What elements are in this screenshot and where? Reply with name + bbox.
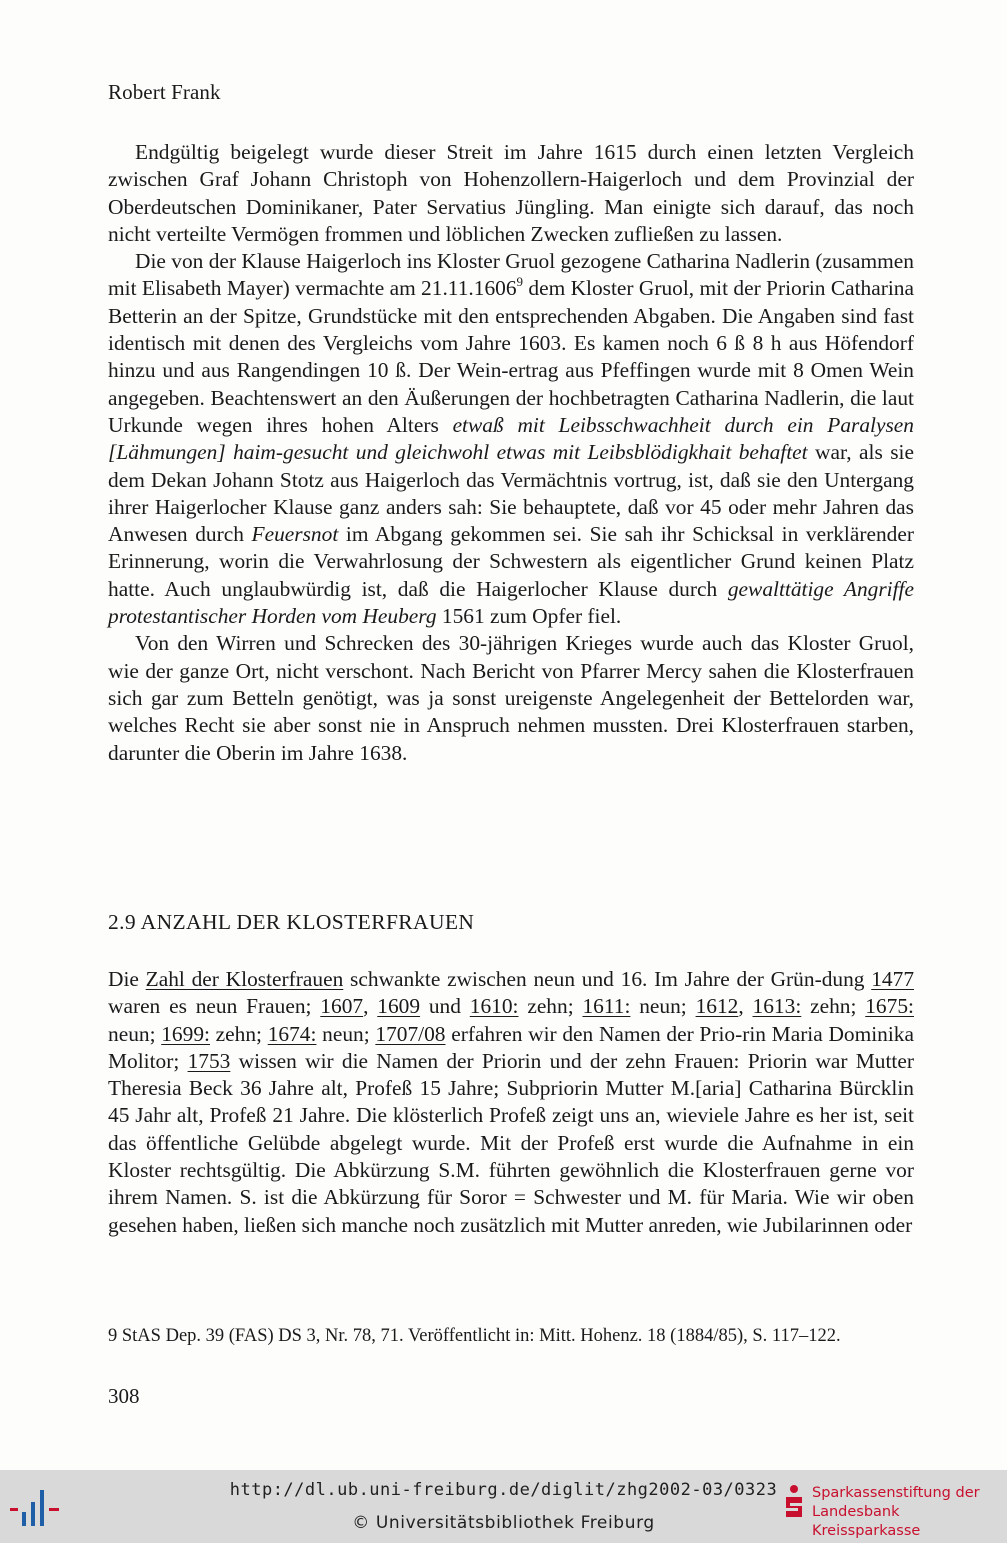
- paragraph-1: Endgültig beigelegt wurde dieser Streit im Jahre 1615 durch einen letzten Vergleich zwischen Graf Johann Christoph von Hohenzollern-Haigerloch und dem Provinzial der Oberdeutschen Dominikaner, Pater Servatius Jüngling. Man einigte sich darauf, das noch nicht verteilte Vermögen frommen und löblichen Zwecken zufließen zu lassen.: [108, 140, 914, 246]
- body-text-block: [108, 139, 914, 767]
- underlined-year: 1477: [871, 967, 915, 991]
- footnote-reference[interactable]: 9: [516, 274, 524, 290]
- underlined-year: 1611:: [582, 994, 631, 1019]
- footer-bar: [0, 1470, 1007, 1543]
- paragraph-3: Von den Wirren und Schrecken des 30-jährigen Krieges wurde auch das Kloster Gruol, wie der ganze Ort, nicht verschont. Nach Bericht von Pfarrer Mercy sahen die Klosterfrauen sich gar zum Betteln genötigt, was ja sonst ureigenste Angelegenheit der Bettelorden war, welches Recht sie aber sonst nie in Anspruch nehmen mussten. Drei Klosterfrauen starben, darunter die Oberin im Jahre 1638.: [108, 631, 914, 765]
- quote-italic-2: Feuersnot: [251, 522, 339, 547]
- underlined-year: 1674:: [267, 1021, 317, 1046]
- running-head: Robert Frank: [108, 80, 221, 104]
- footnote-9: 9 StAS Dep. 39 (FAS) DS 3, Nr. 78, 71. Veröffentlicht in: Mitt. Hohenz. 18 (1884/85), S. 117–122.: [108, 1326, 841, 1346]
- sponsor-line-1: Sparkassenstiftung der: [812, 1485, 980, 1501]
- sponsor-name[interactable]: [812, 1484, 1007, 1541]
- sparkasse-logo-icon[interactable]: [782, 1484, 806, 1520]
- underlined-year: 1609: [377, 994, 421, 1019]
- underlined-year: 1613:: [752, 994, 802, 1019]
- quote-italic-1: etwaß mit Leibsschwachheit durch ein Paralysen [Lähmungen] haim-gesucht und gleichwohl etwas mit Leibsblödigkhait behaftet: [108, 412, 914, 465]
- underlined-year: 1707/08: [375, 1021, 446, 1046]
- underlined-year: 1753: [187, 1048, 231, 1073]
- sponsor-line-2: Landesbank Kreissparkasse: [812, 1504, 921, 1539]
- underlined-term: Zahl der Klosterfrauen: [145, 967, 344, 991]
- underlined-year: 1610:: [469, 994, 519, 1019]
- underlined-year: 1675:: [865, 994, 914, 1019]
- section-heading: 2.9 ANZAHL DER KLOSTERFRAUEN: [108, 910, 475, 934]
- section-text-block: [108, 966, 914, 1239]
- underlined-year: 1612: [695, 994, 739, 1019]
- section-paragraph: Die Zahl der Klosterfrauen schwankte zwischen neun und 16. Im Jahre der Grün-dung 1477 waren es neun Frauen; 1607, 1609 und 1610: zehn; 1611: neun; 1612, 1613: zehn; 1675: neun; 1699: zehn; 1674: neun; 1707/08 erfahren wir den Namen der Prio-rin Maria Dominika Molitor; 1753 wissen wir die Namen der Priorin und der zehn Frauen: Priorin war Mutter Theresia Beck 36 Jahre alt, Profeß 15 Jahre; Subpriorin Mutter M.[aria] Catharina Bürcklin 45 Jahr alt, Profeß 21 Jahre. Die klösterlich Profeß zeigt uns an, wieviele Jahre es her ist, seit das öffentliche Gelübde abgelegt wurde. Mit der Profeß erst wurde die Aufnahme in ein Kloster rechtsgültig. Die Abkürzung S.M. führten gewöhnlich die Klosterfrauen gerne vor ihrem Namen. S. ist die Abkürzung für Soror = Schwester und M. für Maria. Wie wir oben gesehen haben, ließen sich manche noch zusätzlich mit Mutter anreden, wie Jubilarinnen oder: [108, 967, 915, 1237]
- copyright-notice: © Universitätsbibliothek Freiburg: [352, 1513, 655, 1533]
- underlined-year: 1607: [320, 994, 364, 1019]
- quote-italic-3: gewalttätige Angriffe protestantischer Horden vom Heuberg: [108, 576, 914, 629]
- document-url-link[interactable]: http://dl.ub.uni-freiburg.de/diglit/zhg2002-03/0323: [229, 1480, 778, 1500]
- paragraph-2: Die von der Klause Haigerloch ins Kloster Gruol gezogene Catharina Nadlerin (zusammen mit Elisabeth Mayer) vermachte am 21.11.1606$^9$ dem Kloster Gruol, mit der Priorin Catharina Betterin an der Spitze, Grundstücke mit den entsprechenden Abgaben. Die Angaben sind fast identisch mit denen des Vergleichs vom Jahre 1603. Es kamen noch 6 ß 8 h aus Höfendorf hinzu und aus Rangendingen 10 ß. Der Wein-ertrag aus Pfeffingen wurde mit 8 Omen Wein angegeben. Beachtenswert an den Äußerungen der hochbetragten Catharina Nadlerin, die laut Urkunde wegen ihres hohen Alters etwaß mit Leibsschwachheit durch ein Paralysen [Lähmungen] haim-gesucht und gleichwohl etwas mit Leibsblödigkhait behaftet war, als sie dem Dekan Johann Stotz aus Haigerloch das Vermächtnis vortrug, ist, daß sie den Untergang ihrer Haigerlocher Klause ganz anders sah: Sie behauptete, daß vor 45 oder mehr Jahren das Anwesen durch Feuersnot im Abgang gekommen sei. Sie sah ihr Schicksal in verklärender Erinnerung, worin die Verwahrlosung der Schwestern als eigentlicher Grund keinen Platz hatte. Auch unglaubwürdig ist, daß die Haigerlocher Klause durch gewalttätige Angriffe protestantischer Horden vom Heuberg 1561 zum Opfer fiel.: [108, 249, 914, 629]
- page-number: 308: [108, 1384, 140, 1408]
- underlined-year: 1699:: [161, 1021, 210, 1046]
